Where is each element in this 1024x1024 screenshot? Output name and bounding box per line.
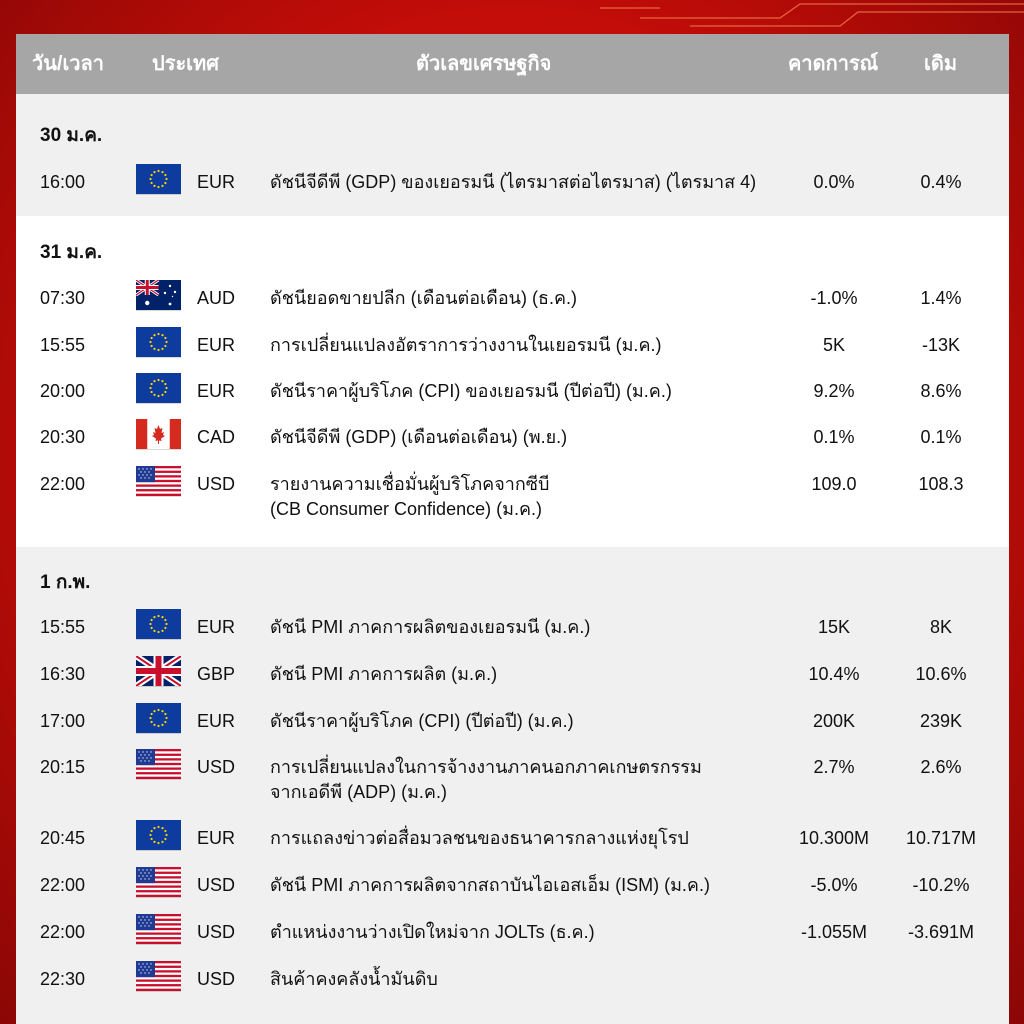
header-previous: เดิม (924, 53, 958, 75)
usa-flag-icon (136, 867, 181, 897)
row-indicator (270, 920, 595, 945)
row-previous: 108.3 (918, 474, 964, 494)
economic-calendar-table (16, 34, 1009, 1024)
row-forecast: -5.0% (810, 875, 858, 895)
table-row (16, 873, 1009, 913)
row-previous: -10.2% (912, 875, 970, 895)
row-forecast: 15K (817, 617, 851, 637)
row-previous: 0.1% (920, 427, 962, 447)
usa-flag-icon (136, 466, 181, 496)
row-time: 15:55 (40, 617, 86, 637)
date-section (16, 216, 1009, 547)
row-time: 22:00 (40, 474, 86, 494)
indicator-line-1: ดัชนีจีดีพี (GDP) (เดือนต่อเดือน) (พ.ย.) (270, 427, 568, 447)
row-previous: 10.717M (905, 828, 977, 848)
uk-flag-icon (136, 656, 181, 686)
header-date-time: วัน/เวลา (32, 53, 105, 75)
usa-flag-icon (136, 749, 181, 779)
row-currency: GBP (197, 664, 236, 684)
indicator-line-1: การแถลงข่าวต่อสื่อมวลชนของธนาคารกลางแห่งยุโรป (270, 828, 689, 848)
row-previous: -13K (921, 335, 961, 355)
table-row (16, 170, 1009, 210)
row-time: 20:00 (40, 381, 86, 401)
row-currency: EUR (197, 711, 236, 731)
row-previous: 2.6% (920, 757, 962, 777)
row-indicator (270, 286, 577, 311)
table-row (16, 967, 1009, 1007)
row-indicator (270, 425, 567, 450)
table-header (16, 34, 1009, 94)
row-previous: -3.691M (907, 922, 975, 942)
table-row (16, 379, 1009, 419)
row-indicator (270, 379, 672, 404)
row-time: 20:30 (40, 427, 86, 447)
indicator-line-1: ดัชนีราคาผู้บริโภค (CPI) ของเยอรมนี (ปีต่อปี) (ม.ค.) (270, 381, 672, 401)
indicator-line-1: การเปลี่ยนแปลงอัตราการว่างงานในเยอรมนี (ม.ค.) (270, 335, 662, 355)
row-indicator (270, 170, 756, 195)
row-indicator (270, 709, 574, 734)
header-indicator: ตัวเลขเศรษฐกิจ (416, 53, 552, 75)
row-time: 17:00 (40, 711, 86, 731)
row-forecast: 200K (812, 711, 856, 731)
date-section (16, 547, 1009, 1024)
row-forecast: 10.300M (798, 828, 870, 848)
row-previous: 239K (919, 711, 963, 731)
row-currency: USD (197, 969, 236, 989)
row-indicator (270, 873, 710, 898)
row-time: 20:45 (40, 828, 86, 848)
section-date: 30 ม.ค. (40, 125, 103, 146)
indicator-line-1: การเปลี่ยนแปลงในการจ้างงานภาคนอกภาคเกษตรกรรม (270, 757, 702, 777)
row-currency: USD (197, 875, 236, 895)
row-previous: 1.4% (920, 288, 962, 308)
table-row (16, 615, 1009, 655)
row-forecast: 0.1% (813, 427, 855, 447)
row-indicator (270, 472, 549, 522)
header-country: ประเทศ (152, 53, 219, 75)
row-currency: USD (197, 474, 236, 494)
row-time: 20:15 (40, 757, 86, 777)
indicator-line-1: รายงานความเชื่อมั่นผู้บริโภคจากซีบี (270, 474, 550, 494)
eu-flag-icon (136, 373, 181, 403)
usa-flag-icon (136, 914, 181, 944)
date-section (16, 94, 1009, 216)
indicator-line-1: สินค้าคงคลังน้ำมันดิบ (270, 969, 438, 989)
canada-flag-icon (136, 419, 181, 449)
row-forecast: 2.7% (813, 757, 855, 777)
eu-flag-icon (136, 609, 181, 639)
row-time: 15:55 (40, 335, 86, 355)
row-time: 07:30 (40, 288, 86, 308)
table-row (16, 755, 1009, 802)
row-time: 22:00 (40, 922, 86, 942)
table-row (16, 826, 1009, 866)
row-currency: EUR (197, 172, 236, 192)
row-time: 22:00 (40, 875, 86, 895)
row-indicator (270, 615, 590, 640)
row-currency: EUR (197, 381, 236, 401)
table-row (16, 662, 1009, 702)
table-row (16, 472, 1009, 519)
row-time: 22:30 (40, 969, 86, 989)
indicator-line-2: (CB Consumer Confidence) (ม.ค.) (270, 499, 542, 519)
indicator-line-1: ดัชนี PMI ภาคการผลิตของเยอรมนี (ม.ค.) (270, 617, 591, 637)
row-currency: AUD (197, 288, 236, 308)
indicator-line-1: ดัชนี PMI ภาคการผลิตจากสถาบันไอเอสเอ็ม (ISM) (ม.ค.) (270, 875, 710, 895)
row-indicator (270, 826, 689, 851)
table-row (16, 920, 1009, 960)
row-currency: EUR (197, 617, 236, 637)
row-currency: USD (197, 922, 236, 942)
row-previous: 0.4% (920, 172, 962, 192)
indicator-line-1: ตำแหน่งงานว่างเปิดใหม่จาก JOLTs (ธ.ค.) (270, 922, 595, 942)
table-row (16, 709, 1009, 749)
row-indicator (270, 967, 438, 992)
row-currency: USD (197, 757, 236, 777)
indicator-line-1: ดัชนีจีดีพี (GDP) ของเยอรมนี (ไตรมาสต่อไตรมาส) (ไตรมาส 4) (270, 172, 757, 192)
section-date: 31 ม.ค. (40, 242, 103, 263)
row-forecast: 109.0 (811, 474, 857, 494)
eu-flag-icon (136, 820, 181, 850)
indicator-line-2: จากเอดีพี (ADP) (ม.ค.) (270, 782, 447, 802)
eu-flag-icon (136, 164, 181, 194)
row-forecast: 0.0% (813, 172, 855, 192)
row-currency: CAD (197, 427, 236, 447)
table-row (16, 286, 1009, 326)
row-indicator (270, 333, 661, 358)
australia-flag-icon (136, 280, 181, 310)
section-date: 1 ก.พ. (40, 572, 91, 593)
row-time: 16:00 (40, 172, 86, 192)
row-forecast: 9.2% (813, 381, 855, 401)
row-forecast: 5K (822, 335, 846, 355)
table-row (16, 425, 1009, 465)
row-forecast: -1.055M (800, 922, 868, 942)
indicator-line-1: ดัชนี PMI ภาคการผลิต (ม.ค.) (270, 664, 498, 684)
eu-flag-icon (136, 327, 181, 357)
row-previous: 8.6% (920, 381, 962, 401)
eu-flag-icon (136, 703, 181, 733)
indicator-line-1: ดัชนีราคาผู้บริโภค (CPI) (ปีต่อปี) (ม.ค.) (270, 711, 574, 731)
usa-flag-icon (136, 961, 181, 991)
row-currency: EUR (197, 828, 236, 848)
row-forecast: -1.0% (810, 288, 858, 308)
row-previous: 8K (929, 617, 953, 637)
indicator-line-1: ดัชนียอดขายปลีก (เดือนต่อเดือน) (ธ.ค.) (270, 288, 577, 308)
row-forecast: 10.4% (808, 664, 860, 684)
header-forecast: คาดการณ์ (788, 53, 879, 75)
row-previous: 10.6% (915, 664, 967, 684)
row-currency: EUR (197, 335, 236, 355)
row-indicator (270, 662, 497, 687)
row-time: 16:30 (40, 664, 86, 684)
row-indicator (270, 755, 702, 805)
table-row (16, 333, 1009, 373)
